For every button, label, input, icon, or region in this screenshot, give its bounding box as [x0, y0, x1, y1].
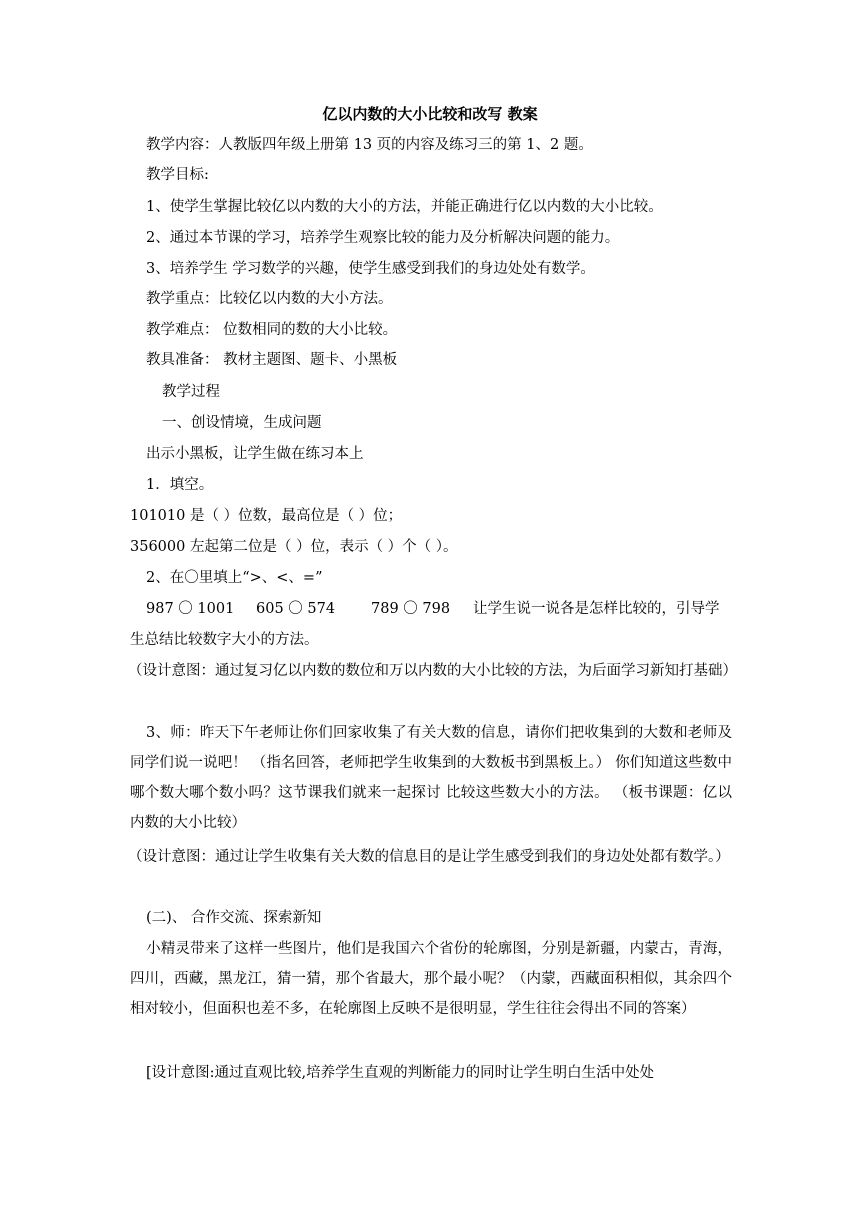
comparison-instruction-cont: 生总结比较数字大小的方法。 [130, 632, 319, 648]
comparison-b: 605 〇 574 [256, 601, 336, 617]
teacher-paragraph-text: 3、师：昨天下午老师让你们回家收集了有关大数的信息，请你们把收集到的大数和老师及同学们说一说吧！ （指名回答，老师把学生收集到的大数板书到黑板上。） 你们知道这些数中哪个数大哪个数小吗？这节课我们就来一起探讨 比较这些数大小的方法。 （板书课题：亿以内数的大小比较） [130, 725, 732, 831]
section-2-heading: (二)、 合作交流、探索新知 [146, 910, 322, 926]
teaching-key-point: 教学重点：比较亿以内数的大小方法。 [146, 291, 393, 307]
teacher-paragraph [130, 718, 732, 838]
elf-paragraph [130, 934, 732, 1024]
teaching-content: 教学内容：人教版四年级上册第 13 页的内容及练习三的第 1、2 题。 [146, 137, 593, 153]
design-intent-3-text: [设计意图:通过直观比较,培养学生直观的判断能力的同时让学生明白生活中处处 [146, 1065, 655, 1081]
fill-blank-2: 356000 左起第二位是（ ）位，表示（ ）个（ ）。 [130, 539, 458, 555]
comparison-c: 789 〇 798 [371, 601, 451, 617]
design-intent-1: （设计意图：通过复习亿以内数的数位和万以内数的大小比较的方法，为后面学习新知打基础） [128, 663, 737, 679]
page-title: 亿以内数的大小比较和改写 教案 [322, 105, 538, 123]
teaching-process-heading: 教学过程 [162, 384, 220, 400]
design-intent-3 [130, 1058, 732, 1088]
fill-blank-1: 101010 是（ ）位数，最高位是（ ）位； [130, 508, 403, 524]
question-2: 2、在〇里填上“>、<、=” [146, 570, 323, 586]
elf-paragraph-text: 小精灵带来了这样一些图片，他们是我国六个省份的轮廓图，分别是新疆，内蒙古，青海，四川，西藏，黑龙江，猜一猜，那个省最大，那个最小呢？（内蒙，西藏面积相似，其余四个相对较小，但面积也差不多，在轮廓图上反映不是很明显，学生往往会得出不同的答案） [130, 941, 732, 1017]
teaching-goals-heading: 教学目标: [146, 167, 209, 183]
section-1-heading: 一、创设情境，生成问题 [162, 415, 322, 431]
teaching-difficulty: 教学难点： 位数相同的数的大小比较。 [146, 322, 398, 338]
comparison-a: 987 〇 1001 [146, 601, 235, 617]
question-1: 1．填空。 [146, 477, 214, 493]
goal-2: 2、通过本节课的学习，培养学生观察比较的能力及分析解决问题的能力。 [146, 230, 620, 246]
comparison-row [146, 599, 720, 619]
teaching-aids: 教具准备： 教材主题图、题卡、小黑板 [146, 352, 398, 368]
design-intent-2: （设计意图：通过让学生收集有关大数的信息目的是让学生感受到我们的身边处处都有数学。） [128, 849, 730, 865]
comparison-instruction: 让学生说一说各是怎样比较的，引导学 [473, 601, 720, 617]
goal-1: 1、使学生掌握比较亿以内数的大小的方法，并能正确进行亿以内数的大小比较。 [146, 199, 663, 215]
show-blackboard-text: 出示小黑板，让学生做在练习本上 [146, 446, 364, 462]
goal-3: 3、培养学生 学习数学的兴趣，使学生感受到我们的身边处处有数学。 [146, 261, 595, 277]
